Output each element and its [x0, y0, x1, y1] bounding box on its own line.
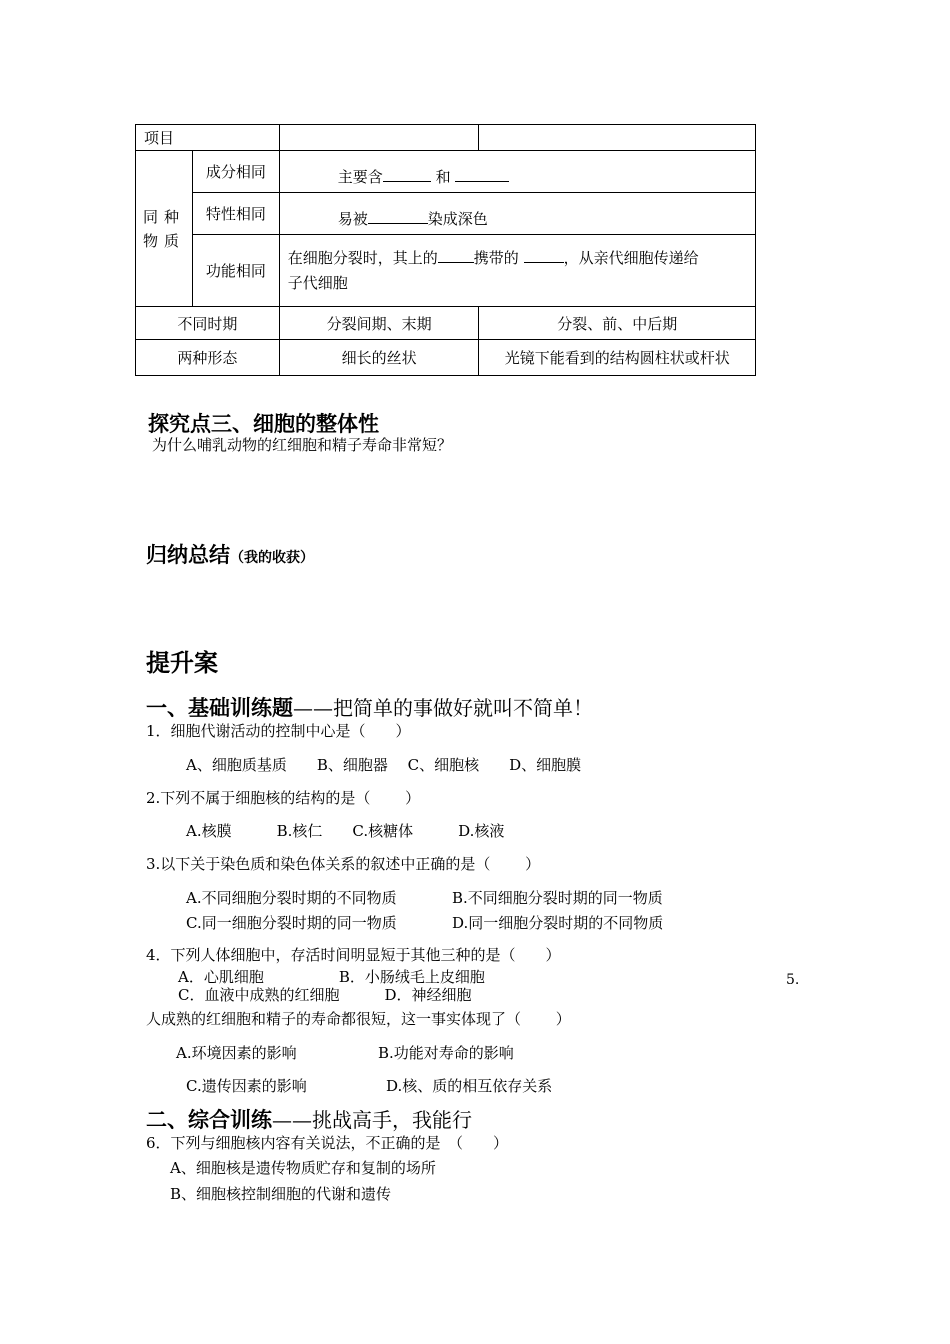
table-row: [136, 151, 756, 193]
part2-heading: [146, 1104, 472, 1134]
fill-blank: [524, 247, 564, 263]
row-label: 不同时期: [136, 307, 280, 340]
row-label: 特性相同: [192, 193, 279, 235]
q5-option-c: C.遗传因素的影响: [186, 1077, 307, 1095]
group-label-cell: 同种 物质: [136, 151, 193, 307]
cell-text: 和: [435, 168, 451, 186]
table-cell: 光镜下能看到的结构圆柱状或杆状: [479, 340, 756, 376]
table-cell: [279, 193, 755, 235]
section3-question: 为什么哺乳动物的红细胞和精子寿命非常短？: [152, 436, 453, 454]
q5-option-b: B.功能对寿命的影响: [378, 1044, 514, 1062]
table-cell: [279, 151, 755, 193]
cell-text: ，从亲代细胞传递给: [563, 248, 699, 267]
row-label: 两种形态: [136, 340, 280, 376]
part1-subtitle: ——把简单的事做好就叫不简单！: [293, 696, 593, 720]
q6-option-b: B、细胞核控制细胞的代谢和遗传: [170, 1185, 392, 1203]
part2-subtitle: ——挑战高手，我能行: [272, 1108, 472, 1132]
cell-text: 易被: [337, 210, 368, 228]
q3-option-b: B.不同细胞分裂时期的同一物质: [452, 889, 663, 907]
lift-title: 提升案: [146, 648, 218, 677]
cell-text: 携带的: [473, 248, 519, 267]
table-row: [136, 193, 756, 235]
q2-options: A.核膜 B.核仁 C.核糖体 D.核液: [186, 822, 505, 840]
part1-title: 一、基础训练题: [146, 695, 293, 720]
fill-blank: [455, 166, 509, 182]
table-row: [136, 125, 756, 151]
table-cell: 分裂、前、中后期: [479, 307, 756, 340]
q2-stem: 2.下列不属于细胞核的结构的是（ ）: [146, 789, 421, 807]
row-label: 功能相同: [192, 235, 279, 307]
row-label: 成分相同: [192, 151, 279, 193]
section3-title: 探究点三、细胞的整体性: [148, 411, 379, 436]
q4-stem: 4．下列人体细胞中，存活时间明显短于其他三种的是（ ）: [146, 946, 561, 964]
q5-option-a: A.环境因素的影响: [176, 1044, 297, 1062]
q5-number: 5.: [786, 972, 800, 988]
q5-stem: 人成熟的红细胞和精子的寿命都很短，这一事实体现了（ ）: [146, 1010, 571, 1028]
table-cell: 细长的丝状: [279, 340, 479, 376]
q6-option-a: A、细胞核是遗传物质贮存和复制的场所: [170, 1159, 436, 1177]
cell-text: 主要含: [337, 168, 383, 186]
cell-text: 染成深色: [427, 210, 488, 228]
q4-options-cd: C．血液中成熟的红细胞 D．神经细胞: [178, 986, 472, 1004]
table-header-cell: 项目: [136, 125, 280, 151]
q4-options-ab: A．心肌细胞 B．小肠绒毛上皮细胞: [178, 968, 485, 986]
summary-heading: [146, 539, 314, 569]
fill-blank: [438, 247, 474, 263]
q3-option-c: C.同一细胞分裂时期的同一物质: [186, 914, 397, 932]
q3-option-a: A.不同细胞分裂时期的不同物质: [186, 889, 397, 907]
q3-option-d: D.同一细胞分裂时期的不同物质: [452, 914, 664, 932]
summary-title: 归纳总结: [146, 542, 230, 567]
q6-stem: 6．下列与细胞核内容有关说法，不正确的是 （ ）: [146, 1134, 509, 1152]
fill-blank: [368, 208, 428, 224]
part1-heading: [146, 692, 593, 722]
table-cell: [279, 235, 755, 307]
q3-stem: 3.以下关于染色质和染色体关系的叙述中正确的是（ ）: [146, 855, 541, 873]
table-row: [136, 235, 756, 307]
table-cell: [279, 125, 479, 151]
q1-options: A、细胞质基质 B、细胞器 C、细胞核 D、细胞膜: [186, 756, 582, 774]
q5-option-d: D.核、质的相互依存关系: [386, 1077, 553, 1095]
q1-stem: 1．细胞代谢活动的控制中心是（ ）: [146, 722, 411, 740]
cell-text: 在细胞分裂时，其上的: [287, 248, 438, 267]
table-cell: 分裂间期、末期: [279, 307, 479, 340]
fill-blank: [383, 166, 431, 182]
part2-title: 二、综合训练: [146, 1107, 272, 1132]
table-row: [136, 340, 756, 376]
cell-text: 子代细胞: [287, 273, 348, 292]
table-cell: [479, 125, 756, 151]
chromatin-comparison-table: [135, 124, 756, 376]
summary-note: （我的收获）: [230, 550, 314, 566]
table-row: [136, 307, 756, 340]
